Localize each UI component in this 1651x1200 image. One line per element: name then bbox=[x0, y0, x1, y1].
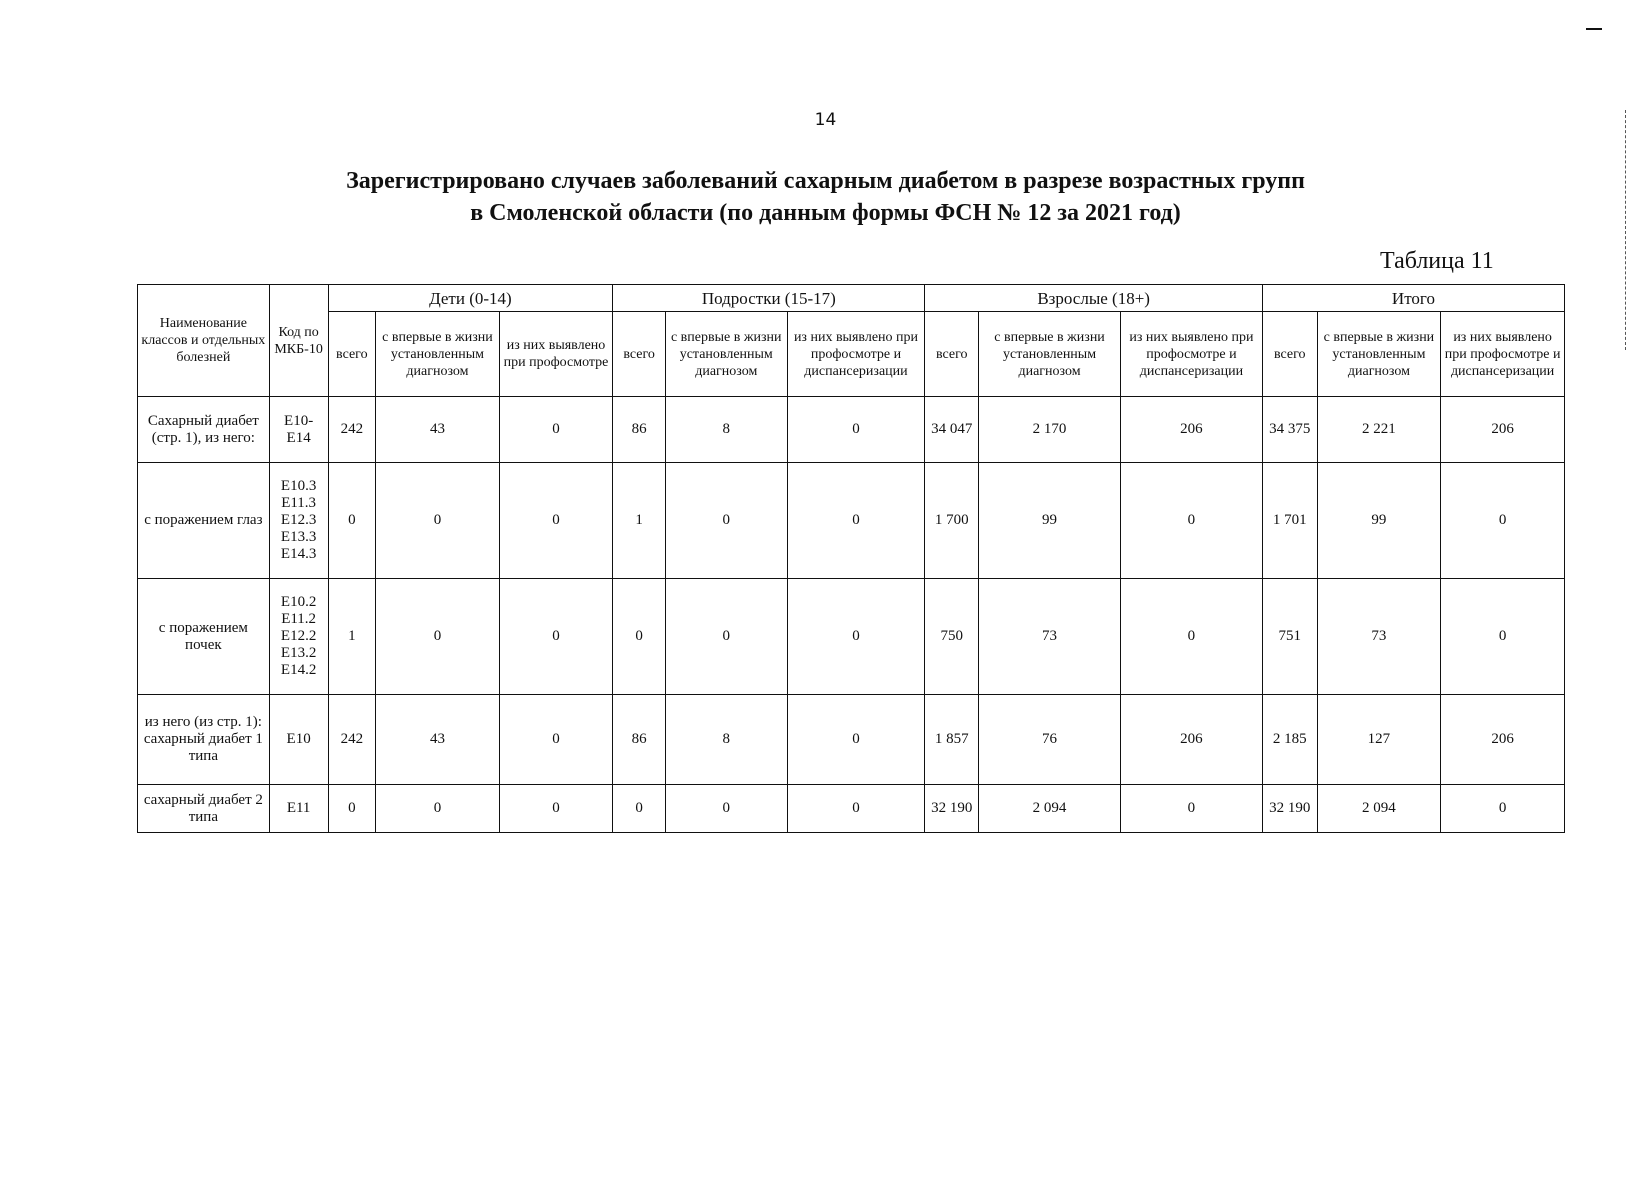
cell-value: 206 bbox=[1441, 397, 1565, 463]
cell-value: 206 bbox=[1120, 397, 1262, 463]
header-sub-first-time: с впервые в жизни установленным диагнозом bbox=[665, 312, 787, 397]
cell-value: 1 700 bbox=[925, 463, 979, 579]
icd-code: E13.3 bbox=[280, 529, 317, 545]
row-name: с поражением глаз bbox=[138, 463, 270, 579]
cell-value: 0 bbox=[1441, 785, 1565, 833]
cell-value: 0 bbox=[1120, 579, 1262, 695]
cell-value: 34 375 bbox=[1262, 397, 1317, 463]
header-sub-total: всего bbox=[925, 312, 979, 397]
cell-value: 32 190 bbox=[925, 785, 979, 833]
table-row bbox=[138, 579, 1565, 695]
title-line-2: в Смоленской области (по данным формы ФСН № 12 за 2021 год) bbox=[470, 200, 1181, 226]
cell-value: 73 bbox=[1317, 579, 1441, 695]
header-group-total: Итого bbox=[1262, 285, 1564, 312]
header-code: Код по МКБ-10 bbox=[269, 285, 328, 397]
header-group-teens: Подростки (15-17) bbox=[613, 285, 925, 312]
title-line-1: Зарегистрировано случаев заболеваний сахарным диабетом в разрезе возрастных групп bbox=[346, 168, 1305, 194]
cell-value: 242 bbox=[328, 397, 376, 463]
cell-value: 8 bbox=[665, 397, 787, 463]
scan-edge-line bbox=[1625, 110, 1627, 350]
cell-value: 0 bbox=[499, 695, 613, 785]
page-number: 14 bbox=[814, 110, 837, 130]
icd-code: E12.3 bbox=[280, 512, 317, 528]
icd-code: E14.3 bbox=[280, 546, 317, 562]
cell-value: 0 bbox=[665, 463, 787, 579]
cell-value: 0 bbox=[1441, 579, 1565, 695]
cell-value: 1 bbox=[613, 463, 666, 579]
cell-value: 0 bbox=[1120, 463, 1262, 579]
header-sub-first-time: с впервые в жизни установленным диагнозом bbox=[376, 312, 500, 397]
row-name: из него (из стр. 1): сахарный диабет 1 типа bbox=[138, 695, 270, 785]
header-group-adults: Взрослые (18+) bbox=[925, 285, 1262, 312]
cell-value: 0 bbox=[328, 785, 376, 833]
cell-value: 0 bbox=[1120, 785, 1262, 833]
icd-code: E13.2 bbox=[280, 645, 317, 661]
cell-value: 0 bbox=[665, 579, 787, 695]
row-name: сахарный диабет 2 типа bbox=[138, 785, 270, 833]
icd-code: E14 bbox=[286, 429, 311, 446]
icd-code: E10 bbox=[286, 731, 311, 747]
cell-value: 0 bbox=[665, 785, 787, 833]
cell-value: 0 bbox=[376, 579, 500, 695]
table-row bbox=[138, 397, 1565, 463]
header-sub-screening: из них выявлено при профосмотре и диспансеризации bbox=[787, 312, 925, 397]
header-sub-screening: из них выявлено при профосмотре bbox=[499, 312, 613, 397]
cell-value: 0 bbox=[787, 579, 925, 695]
cell-value: 242 bbox=[328, 695, 376, 785]
diabetes-table bbox=[137, 284, 1565, 833]
cell-value: 2 185 bbox=[1262, 695, 1317, 785]
cell-value: 73 bbox=[979, 579, 1121, 695]
row-code bbox=[269, 785, 328, 833]
header-sub-first-time: с впервые в жизни установленным диагнозом bbox=[1317, 312, 1441, 397]
header-sub-total: всего bbox=[613, 312, 666, 397]
document-title bbox=[200, 165, 1451, 229]
table-label: Таблица 11 bbox=[1380, 248, 1494, 274]
icd-code: E10- bbox=[284, 412, 314, 429]
cell-value: 0 bbox=[499, 397, 613, 463]
cell-value: 206 bbox=[1120, 695, 1262, 785]
row-name: Сахарный диабет (стр. 1), из него: bbox=[138, 397, 270, 463]
icd-code: E12.2 bbox=[280, 628, 317, 644]
cell-value: 99 bbox=[979, 463, 1121, 579]
cell-value: 76 bbox=[979, 695, 1121, 785]
header-group-children: Дети (0-14) bbox=[328, 285, 613, 312]
table-row bbox=[138, 463, 1565, 579]
cell-value: 0 bbox=[787, 695, 925, 785]
cell-value: 1 701 bbox=[1262, 463, 1317, 579]
icd-code: E10.3 bbox=[280, 478, 317, 494]
cell-value: 750 bbox=[925, 579, 979, 695]
cell-value: 0 bbox=[613, 579, 666, 695]
icd-code: E10.2 bbox=[280, 594, 317, 610]
cell-value: 0 bbox=[1441, 463, 1565, 579]
scan-dash-mark bbox=[1586, 28, 1602, 30]
cell-value: 2 094 bbox=[1317, 785, 1441, 833]
row-name: с поражением почек bbox=[138, 579, 270, 695]
cell-value: 86 bbox=[613, 695, 666, 785]
header-name: Наименование классов и отдельных болезней bbox=[138, 285, 270, 397]
cell-value: 1 857 bbox=[925, 695, 979, 785]
cell-value: 751 bbox=[1262, 579, 1317, 695]
cell-value: 0 bbox=[376, 785, 500, 833]
cell-value: 0 bbox=[328, 463, 376, 579]
icd-code: E11.2 bbox=[281, 611, 317, 627]
icd-code: E11 bbox=[286, 800, 311, 816]
row-code bbox=[269, 463, 328, 579]
row-code bbox=[269, 695, 328, 785]
cell-value: 0 bbox=[499, 785, 613, 833]
cell-value: 43 bbox=[376, 695, 500, 785]
row-code bbox=[269, 579, 328, 695]
cell-value: 2 170 bbox=[979, 397, 1121, 463]
cell-value: 99 bbox=[1317, 463, 1441, 579]
cell-value: 206 bbox=[1441, 695, 1565, 785]
header-sub-total: всего bbox=[328, 312, 376, 397]
cell-value: 2 221 bbox=[1317, 397, 1441, 463]
cell-value: 0 bbox=[499, 579, 613, 695]
row-code bbox=[269, 397, 328, 463]
cell-value: 0 bbox=[376, 463, 500, 579]
cell-value: 34 047 bbox=[925, 397, 979, 463]
cell-value: 0 bbox=[787, 463, 925, 579]
cell-value: 0 bbox=[787, 397, 925, 463]
cell-value: 32 190 bbox=[1262, 785, 1317, 833]
header-sub-screening: из них выявлено при профосмотре и диспансеризации bbox=[1441, 312, 1565, 397]
cell-value: 43 bbox=[376, 397, 500, 463]
cell-value: 127 bbox=[1317, 695, 1441, 785]
cell-value: 8 bbox=[665, 695, 787, 785]
cell-value: 0 bbox=[499, 463, 613, 579]
cell-value: 1 bbox=[328, 579, 376, 695]
cell-value: 0 bbox=[613, 785, 666, 833]
cell-value: 0 bbox=[787, 785, 925, 833]
cell-value: 86 bbox=[613, 397, 666, 463]
header-sub-screening: из них выявлено при профосмотре и диспансеризации bbox=[1120, 312, 1262, 397]
table-row bbox=[138, 695, 1565, 785]
header-sub-first-time: с впервые в жизни установленным диагнозом bbox=[979, 312, 1121, 397]
icd-code: E14.2 bbox=[280, 662, 317, 678]
cell-value: 2 094 bbox=[979, 785, 1121, 833]
table-row bbox=[138, 785, 1565, 833]
icd-code: E11.3 bbox=[281, 495, 317, 511]
header-sub-total: всего bbox=[1262, 312, 1317, 397]
